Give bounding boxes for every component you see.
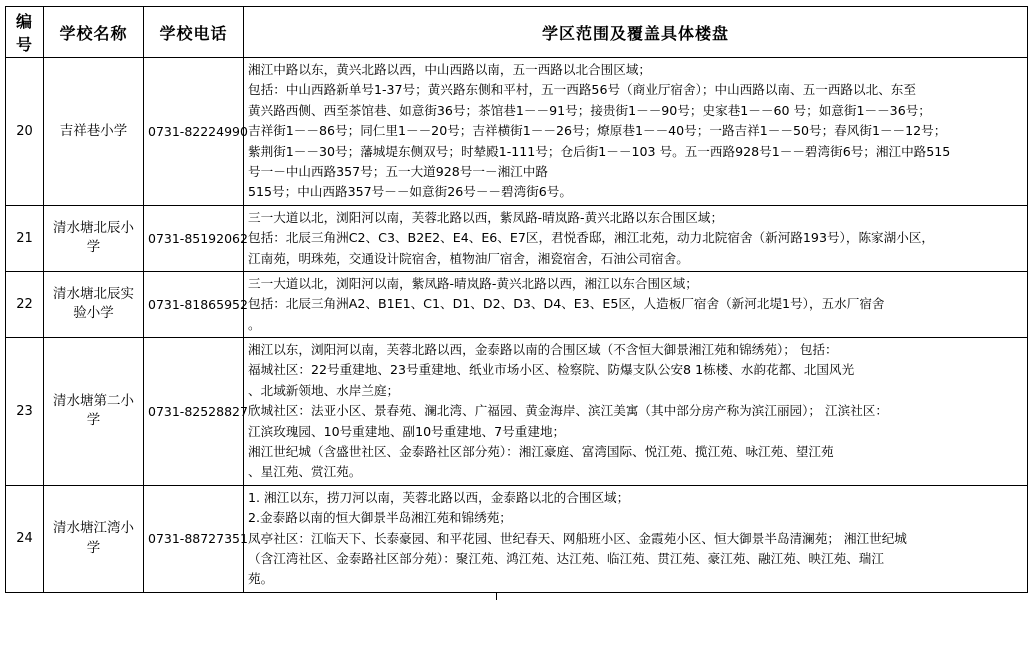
row-school-name: 清水塘北辰小学 (44, 205, 144, 271)
scope-line: 包括：北辰三角洲A2、B1E1、C1、D1、D2、D3、D4、E3、E5区，人造板厂宿舍（新河北堤1号），五水厂宿舍 (248, 296, 885, 312)
table-body (6, 58, 1028, 593)
row-school-name: 清水塘江湾小学 (44, 485, 144, 592)
row-zone-scope (244, 205, 1028, 271)
table-row (6, 271, 1028, 337)
scope-line: 黄兴路西侧、西至茶馆巷、如意街36号；茶馆巷1－－91号；接贵街1－－90号；史家巷1－－60 号；如意街1－－36号； (248, 102, 931, 118)
scope-line: 江滨玫瑰园、10号重建地、副10号重建地、7号重建地； (248, 423, 566, 439)
scope-line: 、星江苑、赏江苑。 (248, 464, 362, 480)
row-zone-scope (244, 58, 1028, 206)
scope-line: 湘江中路以东，黄兴北路以西，中山西路以南，五一西路以北合围区域； (248, 62, 651, 77)
table-header (6, 7, 1028, 58)
scope-line: 三一大道以北，浏阳河以南，紫凤路-晴岚路-黄兴北路以西，湘江以东合围区域； (248, 275, 698, 291)
scope-line: 包括：中山西路新单号1-37号；黄兴路东侧和平村，五一西路56号（商业厅宿舍）；中山西路以南、五一西路以北、东至 (248, 82, 916, 98)
scope-line: 苑。 (248, 571, 274, 587)
page-center-tick (496, 593, 497, 600)
column-header-school-name: 学校名称 (44, 7, 144, 58)
table-row (6, 485, 1028, 592)
row-school-phone: 0731-85192062 (144, 205, 244, 271)
scope-line: 、北域新领地、水岸兰庭； (248, 382, 400, 398)
page-footer-mark (6, 593, 1028, 601)
scope-line: （含江湾社区、金泰路社区部分苑）：聚江苑、鸿江苑、达江苑、临江苑、贯江苑、豪江苑、融江苑、映江苑、瑞江 (248, 550, 884, 566)
scope-line: 吉祥街1－－86号；同仁里1－－20号；吉祥横街1－－26号；燎原巷1－－40号；一路吉祥1－－50号；春风街1－－12号； (248, 123, 947, 139)
scope-line: 凤亭社区：江临天下、长泰豪园、和平花园、世纪春天、网船班小区、金霞苑小区、恒大御景半岛清澜苑； 湘江世纪城 (248, 530, 907, 546)
scope-line: 江南苑，明珠苑，交通设计院宿舍，植物油厂宿舍，湘瓷宿舍，石油公司宿舍。 (248, 250, 689, 266)
row-id: 20 (6, 58, 44, 206)
row-school-name: 清水塘第二小学 (44, 338, 144, 486)
table-row (6, 58, 1028, 206)
scope-line: 包括：北辰三角洲C2、C3、B2E2、E4、E6、E7区，君悦香邸，湘江北苑，动力北院宿舍（新河路193号），陈家湖小区， (248, 230, 935, 246)
table-row (6, 205, 1028, 271)
row-school-name: 吉祥巷小学 (44, 58, 144, 206)
scope-line: 515号；中山西路357号－－如意街26号－－碧湾街6号。 (248, 184, 572, 200)
scope-line: 欣城社区：法亚小区、景春苑、澜北湾、广福园、黄金海岸、滨江美寓（其中部分房产称为滨江丽园）； 江滨社区： (248, 403, 888, 419)
row-id: 22 (6, 271, 44, 337)
row-id: 21 (6, 205, 44, 271)
row-zone-scope (244, 338, 1028, 486)
row-school-phone: 0731-81865952 (144, 271, 244, 337)
row-school-phone: 0731-82528827 (144, 338, 244, 486)
row-zone-scope (244, 271, 1028, 337)
scope-line: 福城社区：22号重建地、23号重建地、纸业市场小区、检察院、防爆支队公安8 1栋楼、水韵花都、北国风光 (248, 362, 855, 378)
school-zone-table (5, 6, 1028, 593)
scope-line: 2.金泰路以南的恒大御景半岛湘江苑和锦绣苑； (248, 510, 512, 526)
column-header-school-phone: 学校电话 (144, 7, 244, 58)
column-header-id: 编号 (6, 7, 44, 58)
row-school-name: 清水塘北辰实验小学 (44, 271, 144, 337)
scope-line: 湘江以东，浏阳河以南，芙蓉北路以西，金泰路以南的合围区域（不含恒大御景湘江苑和锦绣苑）； 包括： (248, 342, 838, 358)
scope-line: 三一大道以北，浏阳河以南，芙蓉北路以西，紫凤路-晴岚路-黄兴北路以东合围区域； (248, 209, 724, 225)
scope-line: 湘江世纪城（含盛世社区、金泰路社区部分苑）：湘江豪庭、富湾国际、悦江苑、揽江苑、咏江苑、望江苑 (248, 444, 834, 460)
column-header-zone-scope: 学区范围及覆盖具体楼盘 (244, 7, 1028, 58)
scope-line: 1. 湘江以东，捞刀河以南，芙蓉北路以西，金泰路以北的合围区域； (248, 489, 630, 505)
table-row (6, 338, 1028, 486)
scope-line: 号一－中山西路357号；五一大道928号一－湘江中路 (248, 163, 548, 179)
row-id: 23 (6, 338, 44, 486)
scope-line: 紫荆街1－－30号；藩城堤东侧双号；时辇殿1-111号；仓后街1－－103 号。五一西路928号1－－碧湾街6号；湘江中路515 (248, 143, 951, 159)
row-id: 24 (6, 485, 44, 592)
table-header-row (6, 7, 1028, 58)
scope-line: 。 (248, 316, 261, 332)
row-school-phone: 0731-88727351 (144, 485, 244, 592)
row-zone-scope (244, 485, 1028, 592)
row-school-phone: 0731-82224990 (144, 58, 244, 206)
